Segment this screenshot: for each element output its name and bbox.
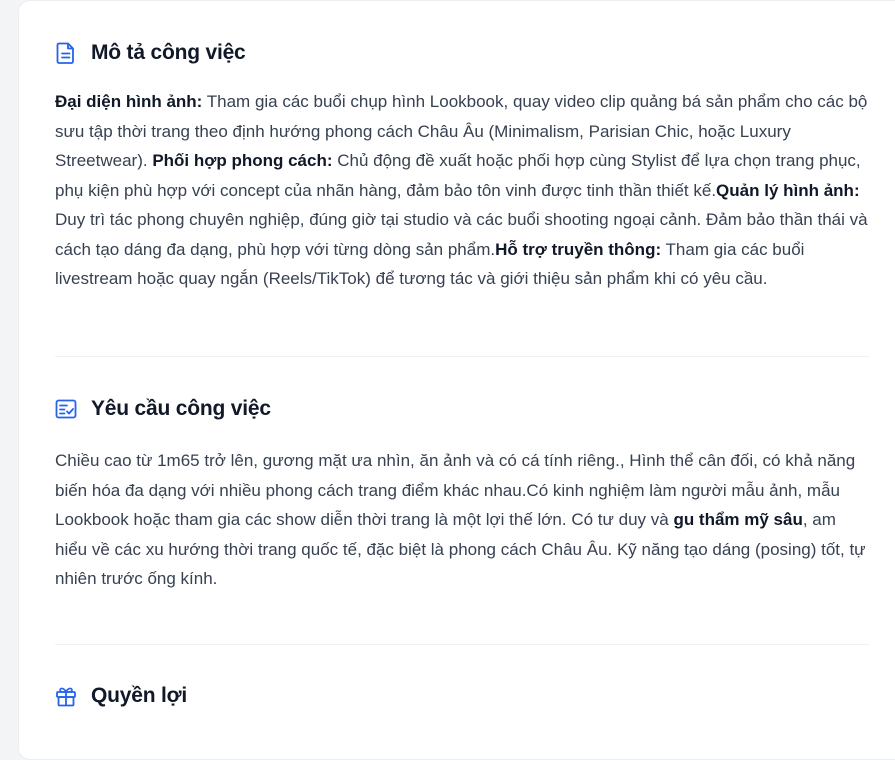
section-benefits: [55, 681, 869, 711]
job-requirements-text: [55, 446, 869, 594]
job-detail-card: [18, 0, 895, 760]
paragraph-text: Chủ động đề xuất hoặc phối hợp cùng Stylist để lựa chọn trang phục, phụ kiện phù hợp với concept của nhãn hàng, đảm bảo tôn vinh được tinh thần thiết kế.: [55, 151, 861, 200]
paragraph-text: Chiều cao từ 1m65 trở lên, gương mặt ưa nhìn, ăn ảnh và có cá tính riêng., Hình thể cân đối, có khả năng biến hóa đa dạng với nhiều phong cách trang điểm khác nhau.Có kinh nghiệm làm người mẫu ảnh, mẫu Lookbook hoặc tham gia các show diễn thời trang là một lợi thế lớn. Có tư duy và: [55, 451, 856, 529]
bold-label: Phối hợp phong cách:: [152, 151, 333, 170]
bold-label: Đại diện hình ảnh:: [55, 92, 203, 111]
section-job-description: [55, 38, 869, 294]
bold-label: Quản lý hình ảnh:: [716, 180, 860, 200]
section-title: Mô tả công việc: [91, 41, 246, 64]
paragraph-text: Tham gia các buổi livestream hoặc quay ngắn (Reels/TikTok) để tương tác và giới thiệu sản phẩm khi có yêu cầu.: [55, 239, 805, 288]
document-icon: [55, 42, 77, 64]
gift-icon: [55, 685, 77, 707]
checklist-icon: [55, 398, 77, 420]
section-title: Yêu cầu công việc: [91, 397, 271, 420]
section-divider: [55, 644, 869, 645]
job-description-text: [55, 87, 869, 294]
bold-label: gu thẩm mỹ sâu: [673, 510, 803, 529]
section-header: [55, 394, 869, 424]
section-divider: [55, 356, 869, 357]
bold-label: Hỗ trợ truyền thông:: [495, 239, 662, 259]
section-header: [55, 38, 869, 68]
paragraph-text: Tham gia các buổi chụp hình Lookbook, quay video clip quảng bá sản phẩm cho các bộ sưu tập thời trang theo định hướng phong cách Châu Âu (Minimalism, Parisian Chic, hoặc Luxury Streetwear).: [55, 92, 868, 170]
section-title: Quyền lợi: [91, 684, 187, 707]
section-job-requirements: [55, 394, 869, 594]
section-header: [55, 681, 869, 711]
paragraph-text: Duy trì tác phong chuyên nghiệp, đúng giờ tại studio và các buổi shooting ngoại cảnh. Đảm bảo thần thái và cách tạo dáng đa dạng, phù hợp với từng dòng sản phẩm.: [55, 210, 868, 259]
paragraph-text: , am hiểu về các xu hướng thời trang quốc tế, đặc biệt là phong cách Châu Âu. Kỹ năng tạo dáng (posing) tốt, tự nhiên trước ống kính.: [55, 510, 866, 588]
